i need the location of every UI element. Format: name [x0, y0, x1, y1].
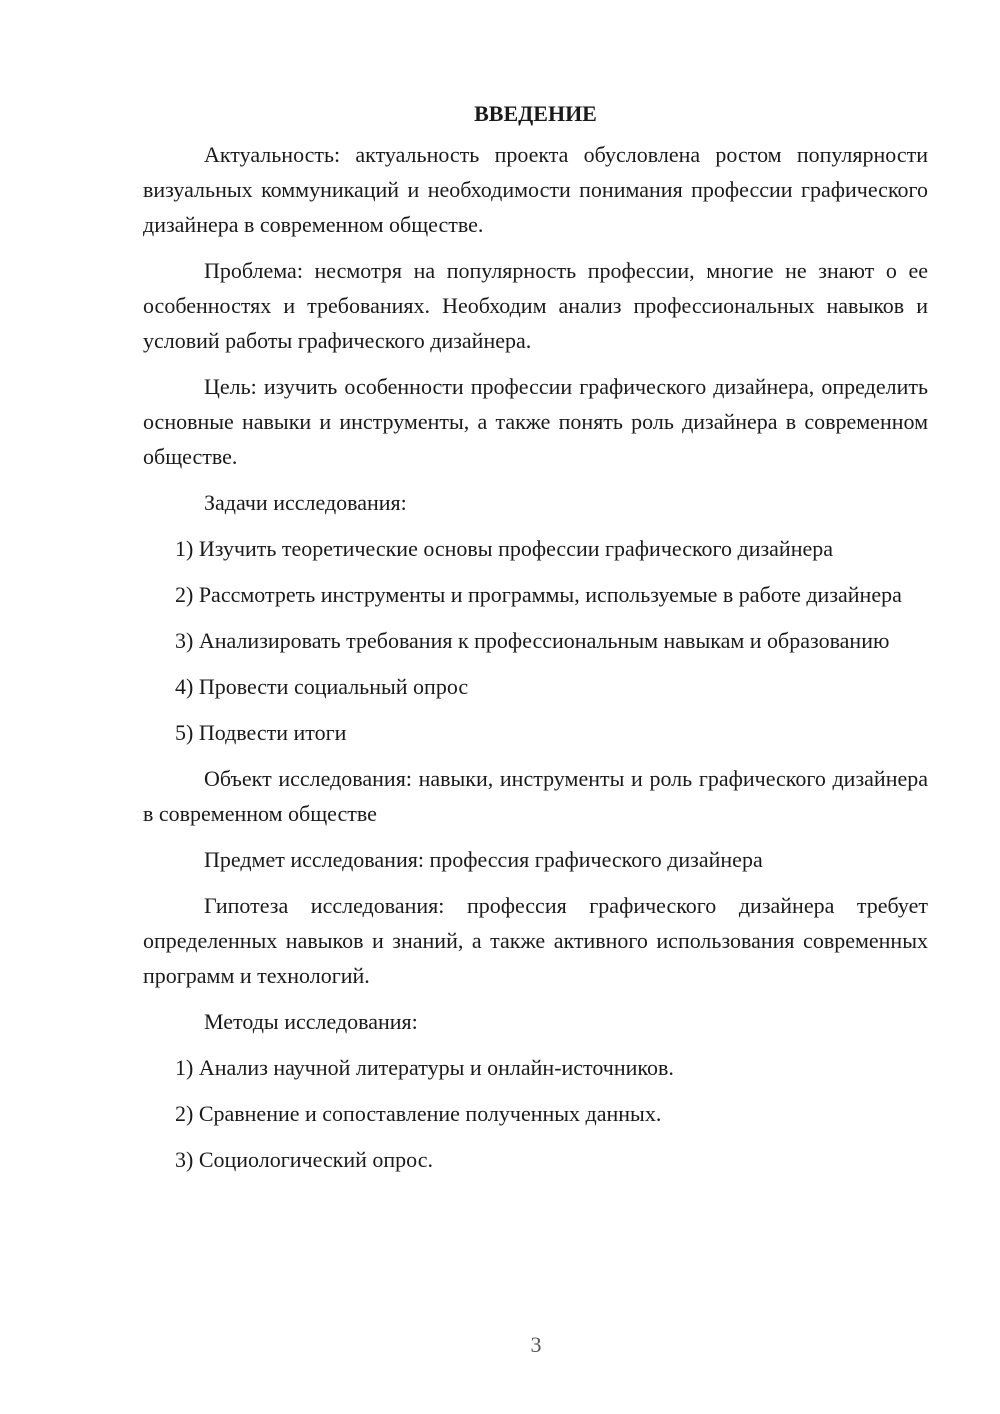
- hypothesis-paragraph: Гипотеза исследования: профессия графического дизайнера требует определенных навыков и знаний, а также активного использования современных программ и технологий.: [143, 893, 928, 988]
- task-item-1: 1) Изучить теоретические основы профессии графического дизайнера: [175, 536, 834, 561]
- task-item-4: 4) Провести социальный опрос: [175, 674, 469, 699]
- subject-paragraph: Предмет исследования: профессия графического дизайнера: [204, 847, 763, 872]
- task-item-3: 3) Анализировать требования к профессиональным навыкам и образованию: [175, 628, 890, 653]
- method-item-1: 1) Анализ научной литературы и онлайн-источников.: [175, 1055, 674, 1080]
- document-body: [143, 96, 928, 1188]
- page-number: 3: [530, 1332, 542, 1357]
- goal-paragraph: Цель: изучить особенности профессии графического дизайнера, определить основные навыки и инструменты, а также понять роль дизайнера в современном обществе.: [143, 374, 928, 469]
- methods-heading: Методы исследования:: [204, 1009, 418, 1034]
- task-item-2: 2) Рассмотреть инструменты и программы, используемые в работе дизайнера: [175, 582, 902, 607]
- object-paragraph: Объект исследования: навыки, инструменты и роль графического дизайнера в современном обществе: [143, 766, 928, 826]
- relevance-paragraph: Актуальность: актуальность проекта обусловлена ростом популярности визуальных коммуникаций и необходимости понимания профессии графического дизайнера в современном обществе.: [143, 142, 928, 237]
- task-item-5: 5) Подвести итоги: [175, 720, 347, 745]
- method-item-3: 3) Социологический опрос.: [175, 1147, 433, 1172]
- problem-paragraph: Проблема: несмотря на популярность профессии, многие не знают о ее особенностях и требованиях. Необходим анализ профессиональных навыков и условий работы графического дизайнера.: [143, 258, 928, 353]
- method-item-2: 2) Сравнение и сопоставление полученных данных.: [175, 1101, 662, 1126]
- section-title: ВВЕДЕНИЕ: [474, 101, 597, 126]
- tasks-heading: Задачи исследования:: [204, 490, 407, 515]
